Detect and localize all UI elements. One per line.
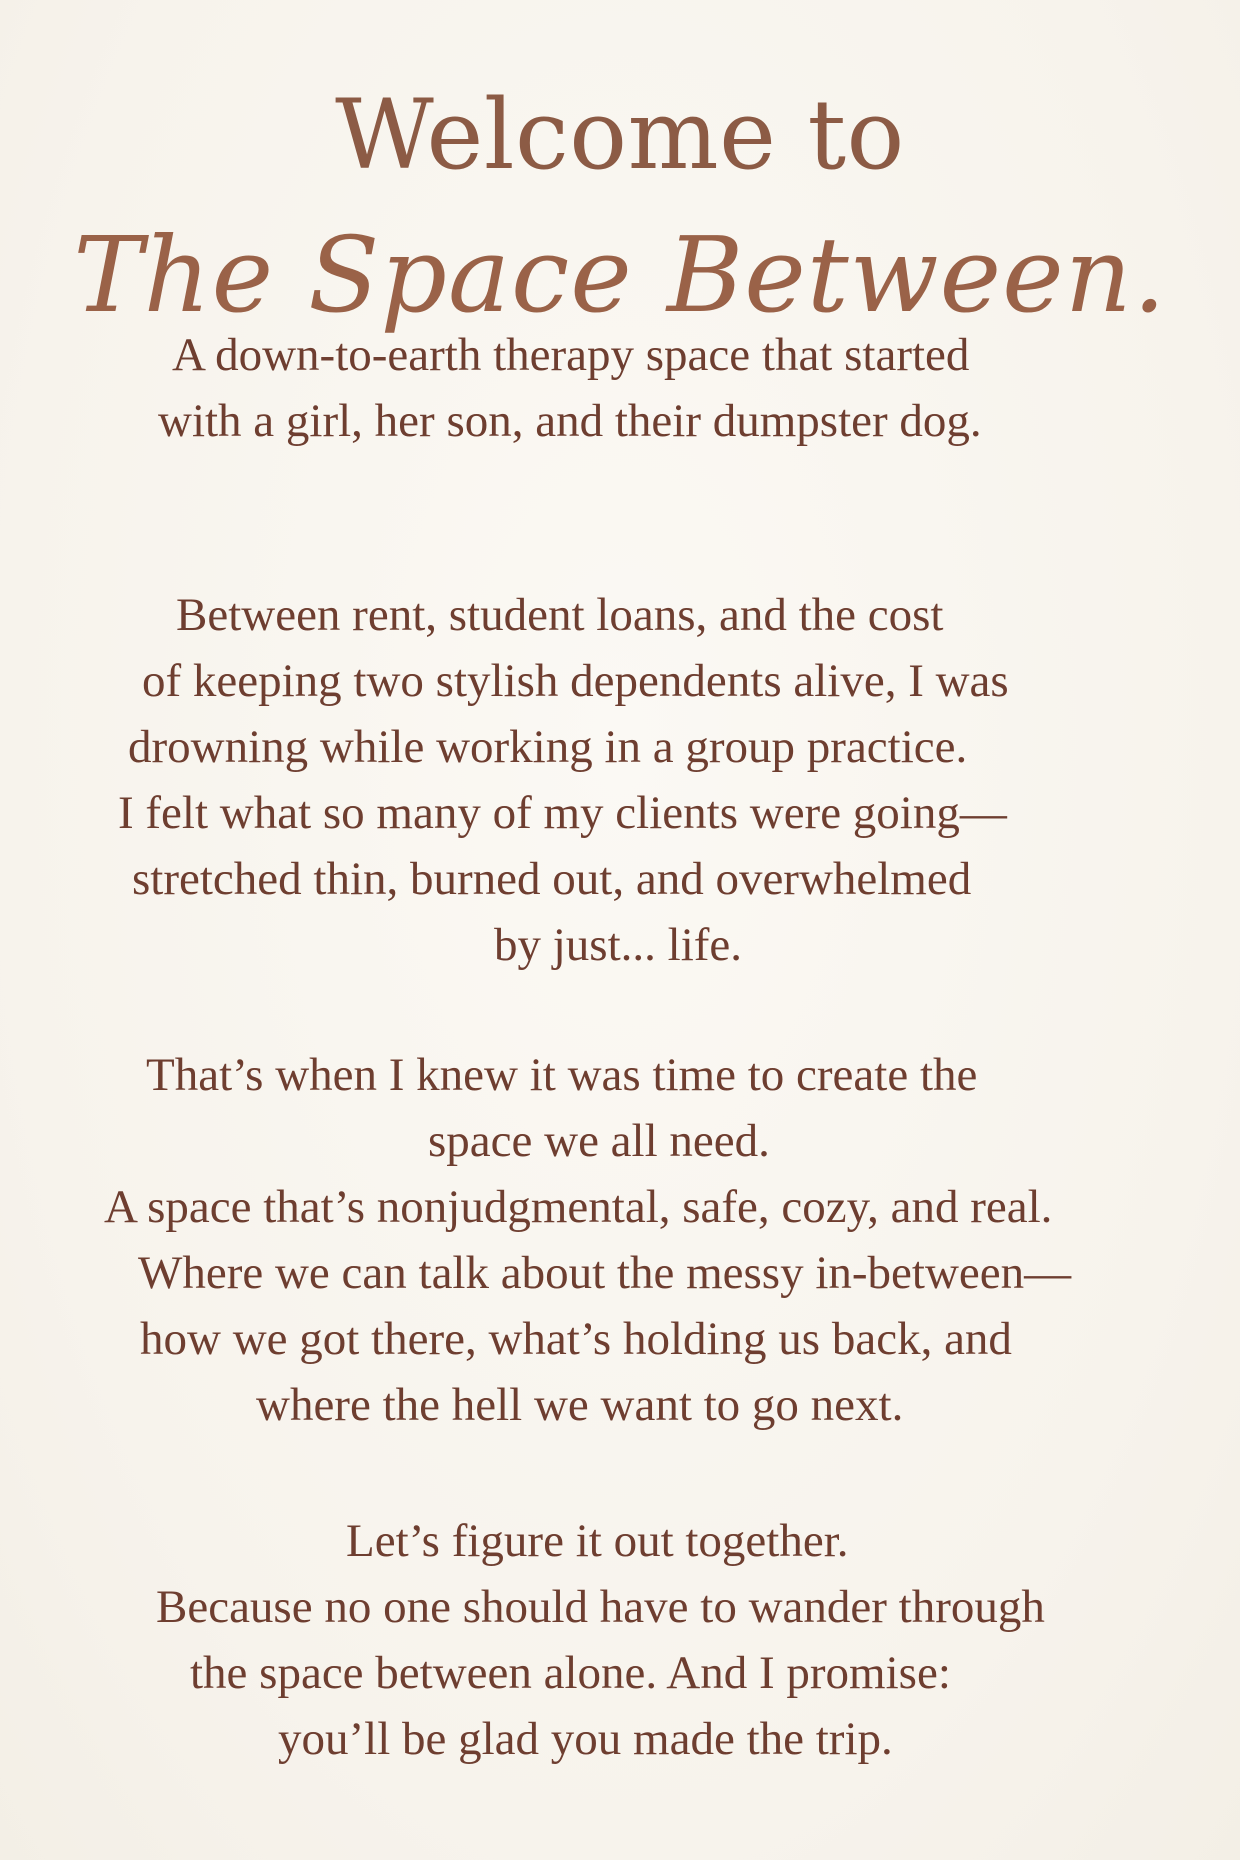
text-line: space we all need. (428, 1115, 770, 1167)
text-line: where the hell we want to go next. (256, 1379, 904, 1431)
title-line-1: Welcome to (335, 79, 905, 191)
paragraph-story (0, 582, 1240, 978)
text-line: by just... life. (494, 919, 743, 971)
paragraph-intro (0, 322, 1240, 454)
text-line: stretched thin, burned out, and overwhelmed (132, 853, 972, 905)
title-line-2: The Space Between. (73, 214, 1167, 336)
text-line: you’ll be glad you made the trip. (278, 1713, 893, 1765)
text-line: A space that’s nonjudgmental, safe, cozy, and real. (104, 1181, 1053, 1233)
paragraph-closing (0, 1508, 1240, 1772)
text-line: Because no one should have to wander through (156, 1581, 1045, 1633)
text-line: the space between alone. And I promise: (190, 1647, 951, 1699)
text-line: Where we can talk about the messy in-between— (138, 1247, 1072, 1299)
text-line: Between rent, student loans, and the cost (176, 589, 944, 641)
text-line: of keeping two stylish dependents alive, I was (142, 655, 1009, 707)
text-line: with a girl, her son, and their dumpster dog. (158, 395, 982, 447)
text-line: drowning while working in a group practice. (128, 721, 968, 773)
paragraph-mission (0, 1042, 1240, 1438)
text-line: Let’s figure it out together. (346, 1515, 849, 1567)
text-line: I felt what so many of my clients were going— (118, 787, 1007, 839)
text-line: how we got there, what’s holding us back, and (140, 1313, 1012, 1365)
text-line: That’s when I knew it was time to create the (146, 1049, 978, 1101)
text-line: A down-to-earth therapy space that started (172, 329, 970, 381)
